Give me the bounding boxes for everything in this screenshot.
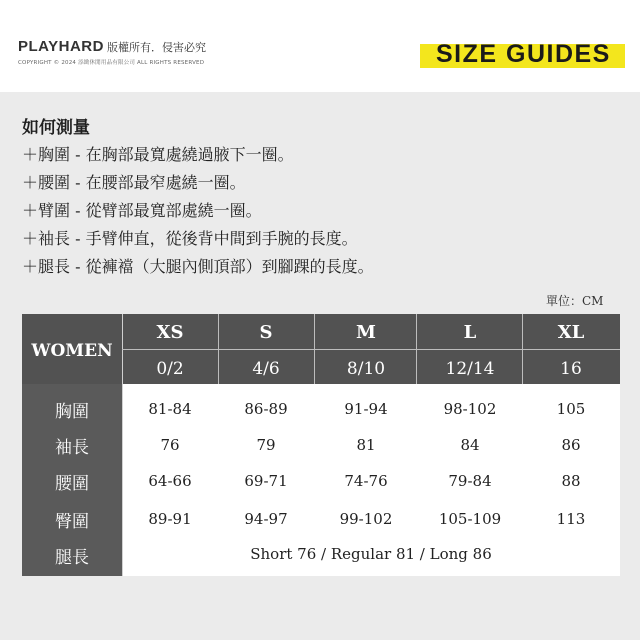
table-cell: 113 xyxy=(556,510,586,528)
table-cell: 74-76 xyxy=(344,472,388,490)
size-header-l: L xyxy=(463,322,477,343)
table-cell: 79 xyxy=(256,436,276,454)
size-table xyxy=(22,314,620,576)
row-label-chest: 胸圍 xyxy=(55,402,89,422)
measure-item-hip: ＋臂圍 - 從臂部最寬部處繞一圈。 xyxy=(22,201,262,220)
size-header-xs: XS xyxy=(156,322,184,343)
table-cell: 76 xyxy=(160,436,180,454)
numeric-size-xl: 16 xyxy=(560,359,582,379)
row-label-waist: 腰圍 xyxy=(55,474,89,494)
table-cell: 99-102 xyxy=(339,510,393,528)
table-cell: 79-84 xyxy=(448,472,492,490)
numeric-size-xs: 0/2 xyxy=(156,359,184,379)
size-guides-title xyxy=(420,38,625,72)
unit-label: 單位：CM xyxy=(546,294,604,308)
table-cell: 81-84 xyxy=(148,400,192,418)
measure-item-inseam: ＋腿長 - 從褲襠（大腿內側頂部）到腳踝的長度。 xyxy=(22,257,374,276)
table-cell: 98-102 xyxy=(443,400,497,418)
measure-item-chest: ＋胸圍 - 在胸部最寬處繞過腋下一圈。 xyxy=(22,145,294,164)
numeric-size-s: 4/6 xyxy=(252,359,280,379)
table-cell: 105-109 xyxy=(438,510,502,528)
table-cell: 94-97 xyxy=(244,510,288,528)
table-cell: 64-66 xyxy=(148,472,192,490)
table-cell: 86 xyxy=(561,436,581,454)
table-cell: 81 xyxy=(356,436,376,454)
row-label-hip: 臀圍 xyxy=(55,512,89,532)
measure-item-waist: ＋腰圍 - 在腰部最窄處繞一圈。 xyxy=(22,173,246,192)
header-row-divider xyxy=(122,349,620,350)
numeric-size-l: 12/14 xyxy=(445,359,495,379)
table-cell: 89-91 xyxy=(148,510,192,528)
inseam-length-note: Short 76 / Regular 81 / Long 86 xyxy=(250,545,492,563)
header xyxy=(0,0,640,92)
brand-tagline: 版權所有．侵害必究 xyxy=(106,41,206,54)
numeric-size-m: 8/10 xyxy=(346,359,386,379)
size-header-s: S xyxy=(259,322,273,343)
size-guides-text: SIZE GUIDES xyxy=(436,40,611,68)
table-cell: 84 xyxy=(460,436,480,454)
copyright-text: COPYRIGHT © 2024 添緻休閒用品有限公司 ALL RIGHTS RESERVED xyxy=(18,60,205,66)
measure-item-sleeve: ＋袖長 - 手臂伸直，從後背中間到手腕的長度。 xyxy=(22,229,358,248)
size-header-m: M xyxy=(356,322,376,343)
table-cell: 86-89 xyxy=(244,400,288,418)
brand-logo: PLAYHARD xyxy=(18,38,104,55)
size-header-xl: XL xyxy=(557,322,585,343)
brand xyxy=(18,38,206,55)
row-label-inseam: 腿長 xyxy=(55,548,89,568)
table-cell: 105 xyxy=(556,400,586,418)
table-cell: 88 xyxy=(561,472,581,490)
table-corner-women: WOMEN xyxy=(31,341,113,361)
row-label-sleeve: 袖長 xyxy=(55,438,89,458)
table-cell: 69-71 xyxy=(244,472,288,490)
table-cell: 91-94 xyxy=(344,400,388,418)
measure-guide-title: 如何測量 xyxy=(22,118,90,138)
